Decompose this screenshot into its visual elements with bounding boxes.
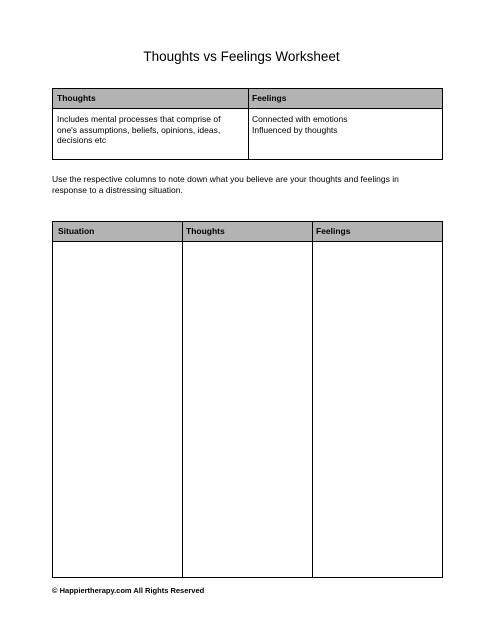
definitions-column-divider <box>248 89 249 159</box>
worksheet-table <box>52 221 443 578</box>
worksheet-header-thoughts: Thoughts <box>186 226 225 236</box>
feelings-definition-line: Connected with emotions <box>252 114 348 124</box>
feelings-definition <box>252 114 347 135</box>
thoughts-definition-line: one's assumptions, beliefs, opinions, ideas, <box>57 124 221 135</box>
worksheet-header-feelings: Feelings <box>316 226 351 236</box>
instructions-line: Use the respective columns to note down what you believe are your thoughts and feelings in <box>52 174 399 184</box>
thoughts-definition <box>57 114 220 146</box>
instructions-line: response to a distressing situation. <box>52 185 183 195</box>
worksheet-header-situation: Situation <box>58 226 95 236</box>
situation-writing-area[interactable] <box>53 243 182 577</box>
definitions-header-thoughts: Thoughts <box>57 93 96 103</box>
copyright-footer: © Happiertherapy.com All Rights Reserved <box>52 586 205 595</box>
feelings-writing-area[interactable] <box>313 243 442 577</box>
feelings-definition-line: Influenced by thoughts <box>252 124 338 135</box>
thoughts-definition-line: Includes mental processes that comprise of <box>57 114 221 124</box>
instructions <box>52 174 452 196</box>
thoughts-definition-line: decisions etc <box>57 135 107 145</box>
definitions-header-feelings: Feelings <box>252 93 287 103</box>
page-title: Thoughts vs Feelings Worksheet <box>143 49 340 64</box>
thoughts-writing-area[interactable] <box>183 243 312 577</box>
definitions-table <box>52 88 443 160</box>
worksheet-header-row <box>53 222 442 242</box>
